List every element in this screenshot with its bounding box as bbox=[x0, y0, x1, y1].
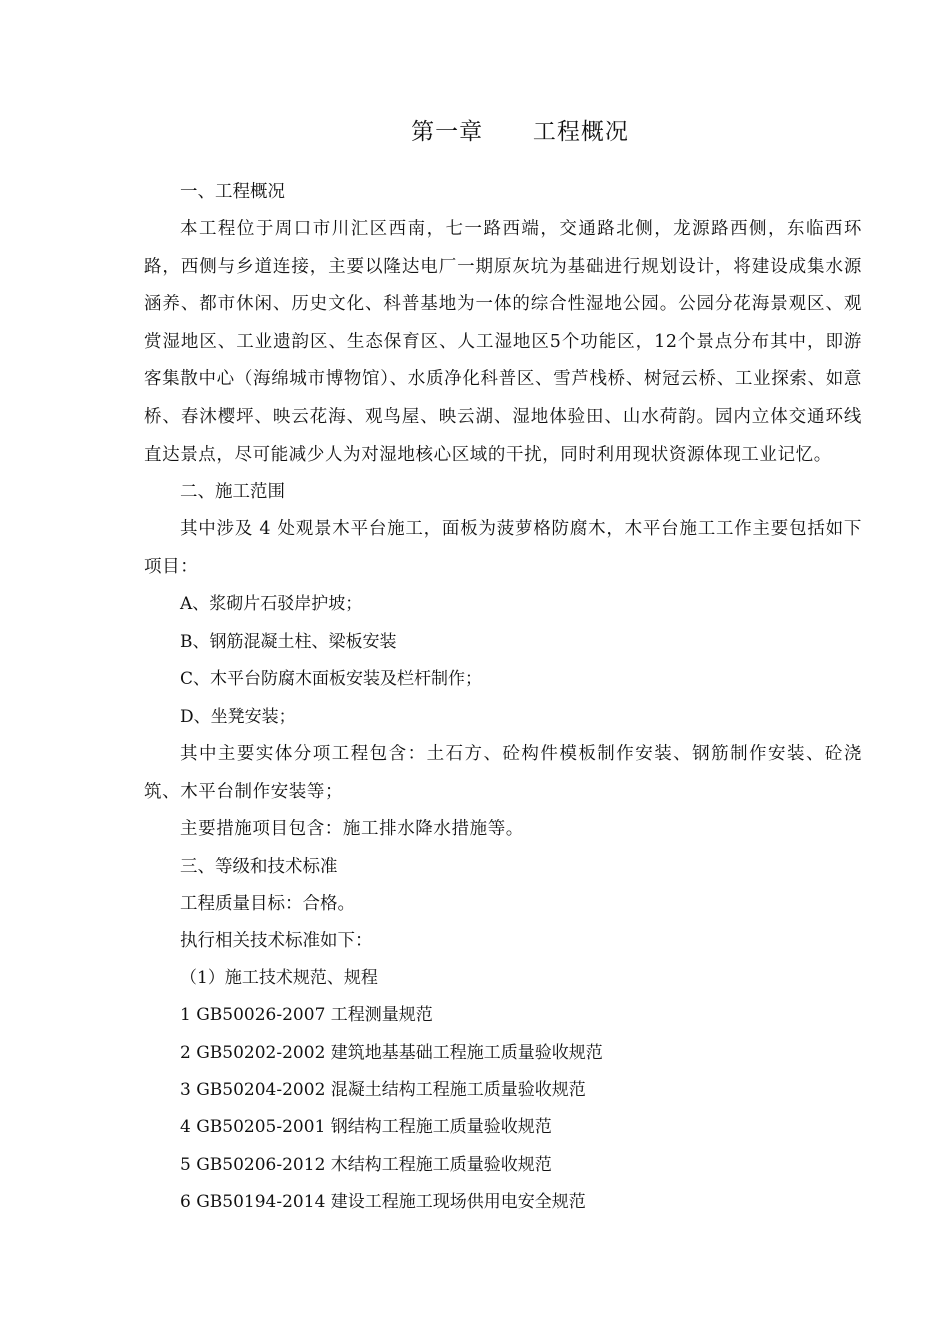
main-works-paragraph: 其中主要实体分项工程包含：土石方、砼构件模板制作安装、钢筋制作安装、砼浇筑、木平台制作安装等； bbox=[144, 743, 862, 802]
standard-item: 6 GB50194-2014 建设工程施工现场供用电安全规范 bbox=[180, 1192, 586, 1213]
overview-paragraph: 本工程位于周口市川汇区西南，七一路西端，交通路北侧，龙源路西侧，东临西环路，西侧与乡道连接，主要以隆达电厂一期原灰坑为基础进行规划设计，将建设成集水源涵养、都市休闲、历史文化、科普基地为一体的综合性湿地公园。公园分花海景观区、观赏湿地区、工业遗韵区、生态保育区、人工湿地区5个功能区，12个景点分布其中，即游客集散中心（海绵城市博物馆）、水质净化科普区、雪芦栈桥、树冠云桥、工业探索、如意桥、春沐樱坪、映云花海、观鸟屋、映云湖、湿地体验田、山水荷韵。园内立体交通环线直达景点，尽可能减少人为对湿地核心区域的干扰，同时利用现状资源体现工业记忆。 bbox=[144, 219, 862, 465]
standard-item: 4 GB50205-2001 钢结构工程施工质量验收规范 bbox=[180, 1117, 552, 1138]
section-heading-scope: 二、施工范围 bbox=[180, 482, 285, 503]
scope-intro: 其中涉及 4 处观景木平台施工，面板为菠萝格防腐木，木平台施工工作主要包括如下项目： bbox=[144, 519, 862, 577]
scope-item: D、坐凳安装； bbox=[180, 706, 296, 727]
scope-item: B、钢筋混凝土柱、梁板安装 bbox=[180, 631, 397, 652]
standard-item: 5 GB50206-2012 木结构工程施工质量验收规范 bbox=[180, 1154, 552, 1175]
standard-item: 3 GB50204-2002 混凝土结构工程施工质量验收规范 bbox=[180, 1079, 586, 1100]
standard-item: 1 GB50026-2007 工程测量规范 bbox=[180, 1005, 433, 1026]
section-heading-standards: 三、等级和技术标准 bbox=[180, 856, 338, 877]
standard-item: 2 GB50202-2002 建筑地基基础工程施工质量验收规范 bbox=[180, 1042, 603, 1063]
scope-item: A、浆砌片石驳岸护坡； bbox=[180, 594, 363, 615]
quality-target: 工程质量目标：合格。 bbox=[180, 893, 355, 914]
scope-item: C、木平台防腐木面板安装及栏杆制作； bbox=[180, 669, 483, 690]
standards-intro: 执行相关技术标准如下： bbox=[180, 930, 373, 951]
chapter-title: 第一章 工程概况 bbox=[411, 119, 629, 145]
measures-paragraph: 主要措施项目包含：施工排水降水措施等。 bbox=[180, 819, 524, 840]
standards-subheading: （1）施工技术规范、规程 bbox=[180, 967, 378, 988]
section-heading-overview: 一、工程概况 bbox=[180, 182, 285, 202]
